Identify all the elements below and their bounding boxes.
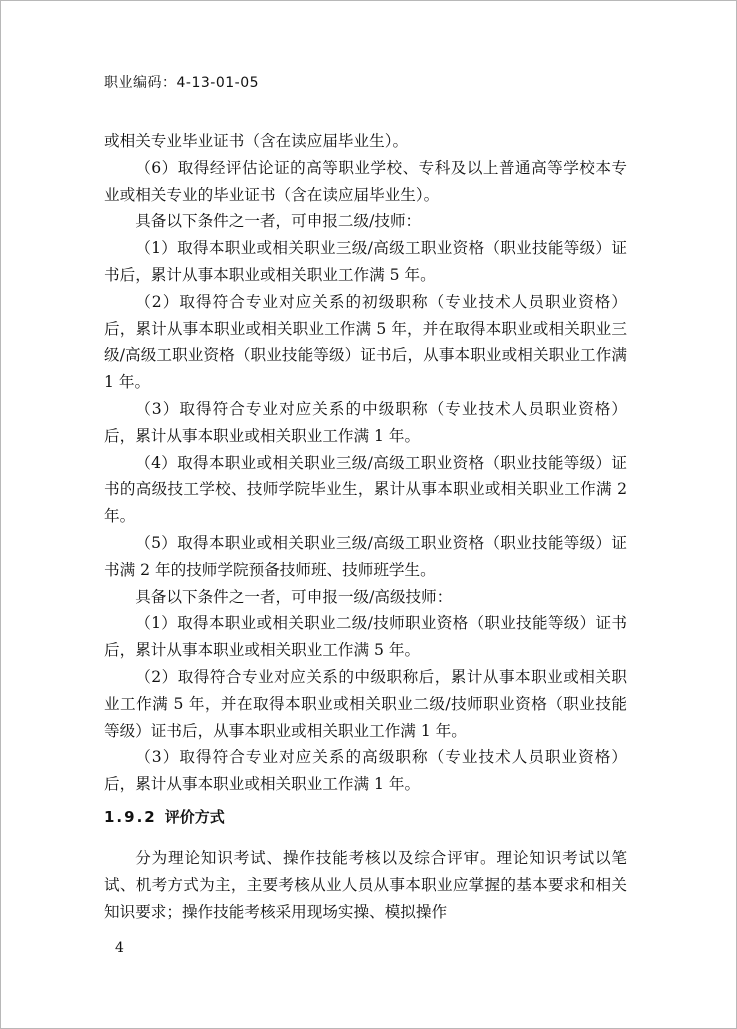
paragraph: （1）取得本职业或相关职业三级/高级工职业资格（职业技能等级）证书后，累计从事本职业或相关职业工作满 5 年。: [104, 239, 627, 284]
section-heading: [104, 806, 225, 827]
paragraph: （4）取得本职业或相关职业三级/高级工职业资格（职业技能等级）证书的高级技工学校、技师学院毕业生，累计从事本职业或相关职业工作满 2 年。: [104, 453, 627, 526]
paragraph: （6）取得经评估论证的高等职业学校、专科及以上普通高等学校本专业或相关专业的毕业证书（含在读应届毕业生）。: [104, 158, 627, 204]
occupation-code: 职业编码：4-13-01-05: [104, 75, 260, 91]
section-title: 评价方式: [164, 808, 225, 826]
paragraph: （5）取得本职业或相关职业三级/高级工职业资格（职业技能等级）证书满 2 年的技师学院预备技师班、技师班学生。: [104, 533, 627, 579]
section-body: [104, 845, 627, 925]
paragraph: （1）取得本职业或相关职业二级/技师职业资格（职业技能等级）证书后，累计从事本职业或相关职业工作满 5 年。: [104, 614, 627, 660]
section-number: 1.9.2: [104, 808, 157, 826]
page-number: 4: [115, 940, 124, 956]
paragraph: 具备以下条件之一者，可申报二级/技师：: [135, 212, 422, 231]
paragraph: （3）取得符合专业对应关系的中级职称（专业技术人员职业资格）后，累计从事本职业或相关职业工作满 1 年。: [104, 399, 627, 445]
paragraph: （2）取得符合专业对应关系的初级职称（专业技术人员职业资格）后，累计从事本职业或相关职业工作满 5 年，并在取得本职业或相关职业三级/高级工职业资格（职业技能等级）证书后，从事本职业或相关职业工作满 1 年。: [104, 292, 627, 392]
paragraph: （3）取得符合专业对应关系的高级职称（专业技术人员职业资格）后，累计从事本职业或相关职业工作满 1 年。: [104, 748, 627, 794]
paragraph: （2）取得符合专业对应关系的中级职称后，累计从事本职业或相关职业工作满 5 年，并在取得本职业或相关职业二级/技师职业资格（职业技能等级）证书后，从事本职业或相关职业工作满 1 年。: [104, 667, 627, 740]
paragraph: 或相关专业毕业证书（含在读应届毕业生）。: [104, 132, 409, 150]
body-text: [104, 128, 627, 798]
paragraph: 分为理论知识考试、操作技能考核以及综合评审。理论知识考试以笔试、机考方式为主，主要考核从业人员从事本职业应掌握的基本要求和相关知识要求；操作技能考核采用现场实操、模拟操作: [104, 849, 627, 921]
paragraph: 具备以下条件之一者，可申报一级/高级技师：: [135, 587, 453, 606]
